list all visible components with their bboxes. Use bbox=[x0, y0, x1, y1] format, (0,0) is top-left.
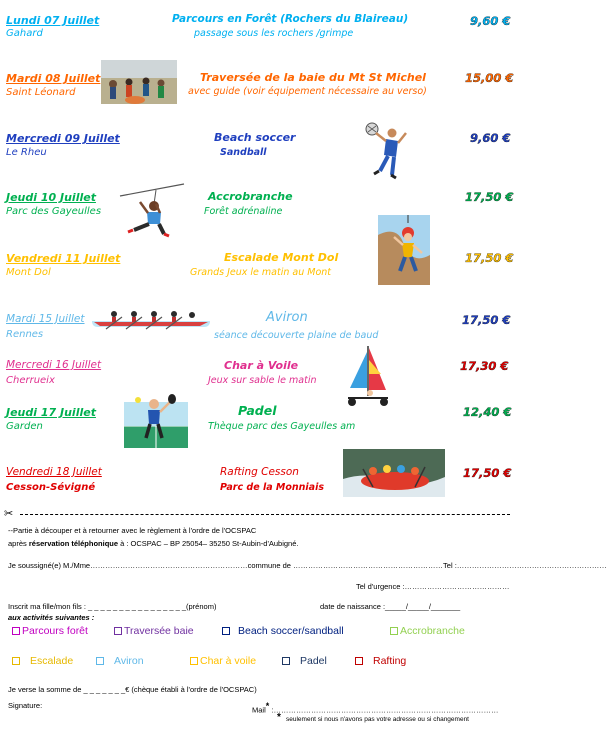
email-field[interactable]: Mail* :……………………………………………………………………………… bbox=[252, 701, 499, 715]
checkbox-padel[interactable]: Padel bbox=[282, 655, 327, 667]
checkbox-aviron[interactable]: Aviron bbox=[96, 655, 144, 667]
activity-date: Vendredi 11 Juillet bbox=[6, 252, 121, 265]
cut-line-divider bbox=[20, 514, 510, 515]
activity-place: Saint Léonard bbox=[6, 87, 76, 98]
activity-place: Garden bbox=[6, 421, 43, 432]
activity-price: 15,00 € bbox=[465, 71, 514, 85]
activity-date: Jeudi 10 Juillet bbox=[6, 191, 96, 204]
activity-desc: Grands Jeux le matin au Mont bbox=[190, 267, 332, 278]
activity-date: Mercredi 16 Juillet bbox=[6, 359, 102, 371]
activity-price: 17,50 € bbox=[465, 190, 514, 204]
activity-date: Lundi 07 Juillet bbox=[6, 14, 100, 27]
emergency-phone-field[interactable]: Tel d'urgence :…………………………………… bbox=[356, 582, 510, 591]
rowing-boat-illustration bbox=[92, 305, 210, 331]
activity-price: 17,30 € bbox=[460, 359, 509, 373]
activities-heading: aux activités suivantes : bbox=[8, 613, 95, 622]
child-name-field[interactable]: Inscrit ma fille/mon fils : _ _ _ _ _ _ _ _ _ _ _ _ _ _ _ _(prénom) bbox=[8, 602, 217, 611]
guardian-line[interactable]: Je soussigné(e) M./Mme………………………………………………………commune de ……………………………………………………Tel :…………………………………………………… bbox=[8, 561, 607, 570]
signature-label: Signature: bbox=[8, 701, 43, 710]
checkbox-parcours-foret[interactable]: Parcours forêt bbox=[12, 625, 88, 637]
activity-name: Accrobranche bbox=[208, 190, 293, 203]
activity-name: Char à Voile bbox=[224, 359, 299, 372]
activity-date: Jeudi 17 Juillet bbox=[6, 406, 96, 419]
activity-name: Padel bbox=[238, 403, 277, 418]
activity-name: Aviron bbox=[266, 310, 308, 325]
activity-desc: séance découverte plaine de baud bbox=[214, 330, 379, 341]
activity-name: Parcours en Forêt (Rochers du Blaireau) bbox=[172, 13, 409, 25]
activity-name: Traversée de la baie du Mt St Michel bbox=[200, 71, 426, 84]
activity-price: 17,50 € bbox=[462, 313, 511, 327]
rafting-photo bbox=[343, 449, 445, 497]
activity-date: Mardi 15 Juillet bbox=[6, 313, 85, 325]
activity-desc: Parc de la Monniais bbox=[220, 482, 324, 493]
sand-yacht-illustration bbox=[344, 344, 390, 410]
checkbox-escalade[interactable]: Escalade bbox=[12, 655, 73, 667]
activity-price: 17,50 € bbox=[463, 466, 512, 480]
activity-date: Mardi 08 Juillet bbox=[6, 72, 101, 85]
activity-price: 12,40 € bbox=[463, 405, 512, 419]
zipline-illustration bbox=[120, 182, 184, 238]
activity-place: Parc des Gayeulles bbox=[6, 206, 102, 217]
bay-crossing-photo bbox=[101, 60, 177, 104]
activity-price: 9,60 € bbox=[470, 14, 511, 28]
soccer-player-illustration bbox=[362, 119, 410, 181]
activity-desc: Forêt adrénaline bbox=[204, 206, 283, 217]
activity-place: Mont Dol bbox=[6, 267, 51, 278]
cut-instructions: --Partie à découper et à retourner avec le règlement à l'ordre de l'OCSPAC bbox=[8, 526, 257, 535]
activity-place: Le Rheu bbox=[6, 147, 47, 158]
activity-place: Rennes bbox=[6, 329, 44, 340]
activity-place: Cherrueix bbox=[6, 375, 55, 386]
activity-price: 17,50 € bbox=[465, 251, 514, 265]
activity-name: Beach soccer bbox=[214, 131, 296, 144]
checkbox-beach-soccer[interactable]: Beach soccer/sandball bbox=[222, 625, 344, 637]
checkbox-rafting[interactable]: Rafting bbox=[355, 655, 406, 667]
address-line: après réservation téléphonique à : OCSPAC – BP 25054– 35250 St-Aubin-d'Aubigné. bbox=[8, 539, 299, 548]
checkbox-traversee-baie[interactable]: Traversée baie bbox=[114, 625, 194, 637]
footnote-star: * bbox=[277, 712, 281, 723]
activity-place: Gahard bbox=[6, 28, 43, 39]
activity-desc: avec guide (voir équipement nécessaire au verso) bbox=[188, 86, 427, 97]
activity-desc: Sandball bbox=[220, 147, 267, 158]
activity-name: Escalade Mont Dol bbox=[224, 251, 339, 264]
activity-price: 9,60 € bbox=[470, 131, 511, 145]
activity-date: Mercredi 09 Juillet bbox=[6, 132, 120, 145]
activity-date: Vendredi 18 Juillet bbox=[6, 466, 102, 478]
payment-amount-field[interactable]: Je verse la somme de _ _ _ _ _ _ _€ (chèque établi à l'ordre de l'OCSPAC) bbox=[8, 685, 257, 694]
activity-desc: Thèque parc des Gayeulles am bbox=[208, 421, 356, 432]
checkbox-char-a-voile[interactable]: Char à voile bbox=[190, 655, 256, 667]
activity-desc: passage sous les rochers /grimpe bbox=[194, 28, 354, 39]
climber-illustration bbox=[378, 215, 430, 285]
checkbox-accrobranche[interactable]: Accrobranche bbox=[390, 625, 465, 637]
activity-desc: Jeux sur sable le matin bbox=[208, 375, 317, 386]
activity-place: Cesson-Sévigné bbox=[6, 482, 96, 493]
activity-name: Rafting Cesson bbox=[220, 466, 299, 478]
padel-player-illustration bbox=[124, 392, 188, 448]
birth-date-field[interactable]: date de naissance :_____/_____/_______ bbox=[320, 602, 461, 611]
scissors-icon: ✂ bbox=[4, 508, 14, 520]
email-footnote: seulement si nous n'avons pas votre adresse ou si changement bbox=[286, 716, 469, 723]
